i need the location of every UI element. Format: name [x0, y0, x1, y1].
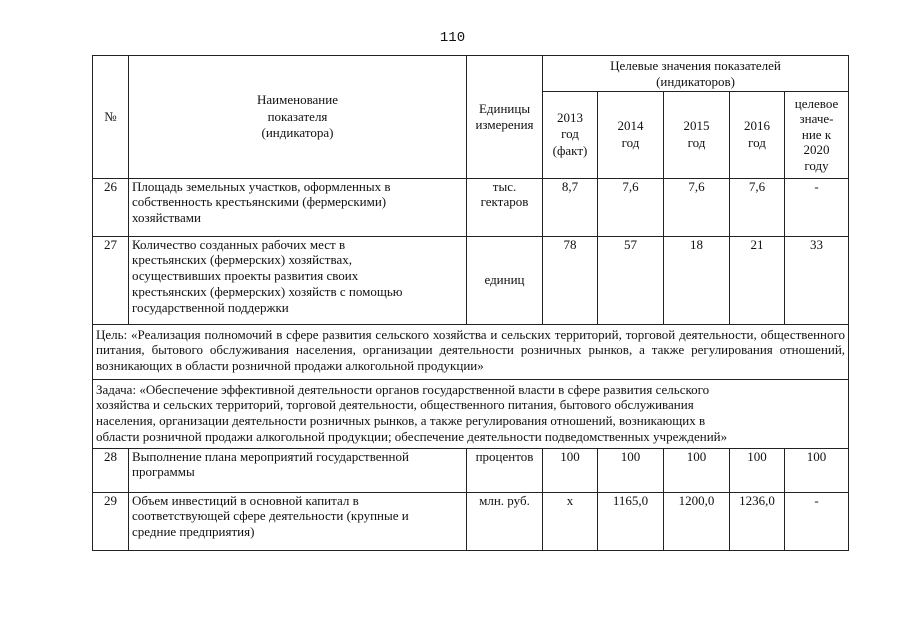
header-target-2020: целевое значе- ние к 2020 году	[785, 91, 849, 178]
row-indicator-name: Количество созданных рабочих мест в крестьянских (фермерских) хозяйствах, осуществивших проекты развития своих крестьянских (фермерских) хозяйств с помощью государственной поддержки	[129, 236, 467, 324]
header-target-values: Целевые значения показателей (индикаторов)	[543, 56, 849, 92]
row-number: 28	[93, 448, 129, 492]
header-year-2014: 2014 год	[598, 91, 664, 178]
row-indicator-name: Объем инвестиций в основной капитал в соответствующей сфере деятельности (крупные и средние предприятия)	[129, 492, 467, 550]
header-row-1	[93, 56, 849, 92]
table-row	[93, 448, 849, 492]
value-2014: 1165,0	[598, 492, 664, 550]
row-unit: процентов	[467, 448, 543, 492]
table-row	[93, 178, 849, 236]
page-number: 110	[439, 30, 466, 46]
row-indicator-name: Выполнение плана мероприятий государственной программы	[129, 448, 467, 492]
header-name: Наименование показателя (индикатора)	[129, 56, 467, 179]
goal-text: Цель: «Реализация полномочий в сфере развития сельского хозяйства и сельских территорий, торговой деятельности, общественного питания, бытового обслуживания населения, организации деятельности розничных рынков, а также регулирования отношений, возникающих в области розничной продажи алкогольной продукции»	[93, 324, 849, 379]
value-2016: 21	[730, 236, 785, 324]
row-unit: млн. руб.	[467, 492, 543, 550]
value-2013: 78	[543, 236, 598, 324]
header-units: Единицы измерения	[467, 56, 543, 179]
value-2020: 33	[785, 236, 849, 324]
header-number: №	[93, 56, 129, 179]
row-number: 29	[93, 492, 129, 550]
row-number: 26	[93, 178, 129, 236]
row-unit: единиц	[467, 236, 543, 324]
header-year-2016: 2016 год	[730, 91, 785, 178]
value-2015: 7,6	[664, 178, 730, 236]
indicators-table	[92, 55, 849, 551]
value-2013: 100	[543, 448, 598, 492]
task-text: Задача: «Обеспечение эффективной деятельности органов государственной власти в сфере развития сельского хозяйства и сельских территорий, торговой деятельности, общественного питания, бытового обслуживания населения, организации деятельности розничных рынков, а также регулирования отношений, возникающих в области розничной продажи алкогольной продукции; обеспечение деятельности подведомственных учреждений»	[93, 379, 849, 448]
value-2014: 100	[598, 448, 664, 492]
value-2015: 1200,0	[664, 492, 730, 550]
value-2015: 18	[664, 236, 730, 324]
goal-row	[93, 324, 849, 379]
value-2020: 100	[785, 448, 849, 492]
value-2016: 1236,0	[730, 492, 785, 550]
row-indicator-name: Площадь земельных участков, оформленных в собственность крестьянскими (фермерскими) хозяйствами	[129, 178, 467, 236]
row-number: 27	[93, 236, 129, 324]
value-2013: 8,7	[543, 178, 598, 236]
header-year-2013: 2013 год (факт)	[543, 91, 598, 178]
task-row	[93, 379, 849, 448]
value-2016: 100	[730, 448, 785, 492]
table-row	[93, 236, 849, 324]
row-unit: тыс. гектаров	[467, 178, 543, 236]
value-2020: -	[785, 178, 849, 236]
value-2016: 7,6	[730, 178, 785, 236]
header-year-2015: 2015 год	[664, 91, 730, 178]
value-2014: 7,6	[598, 178, 664, 236]
value-2020: -	[785, 492, 849, 550]
value-2015: 100	[664, 448, 730, 492]
value-2014: 57	[598, 236, 664, 324]
table-row	[93, 492, 849, 550]
value-2013: x	[543, 492, 598, 550]
